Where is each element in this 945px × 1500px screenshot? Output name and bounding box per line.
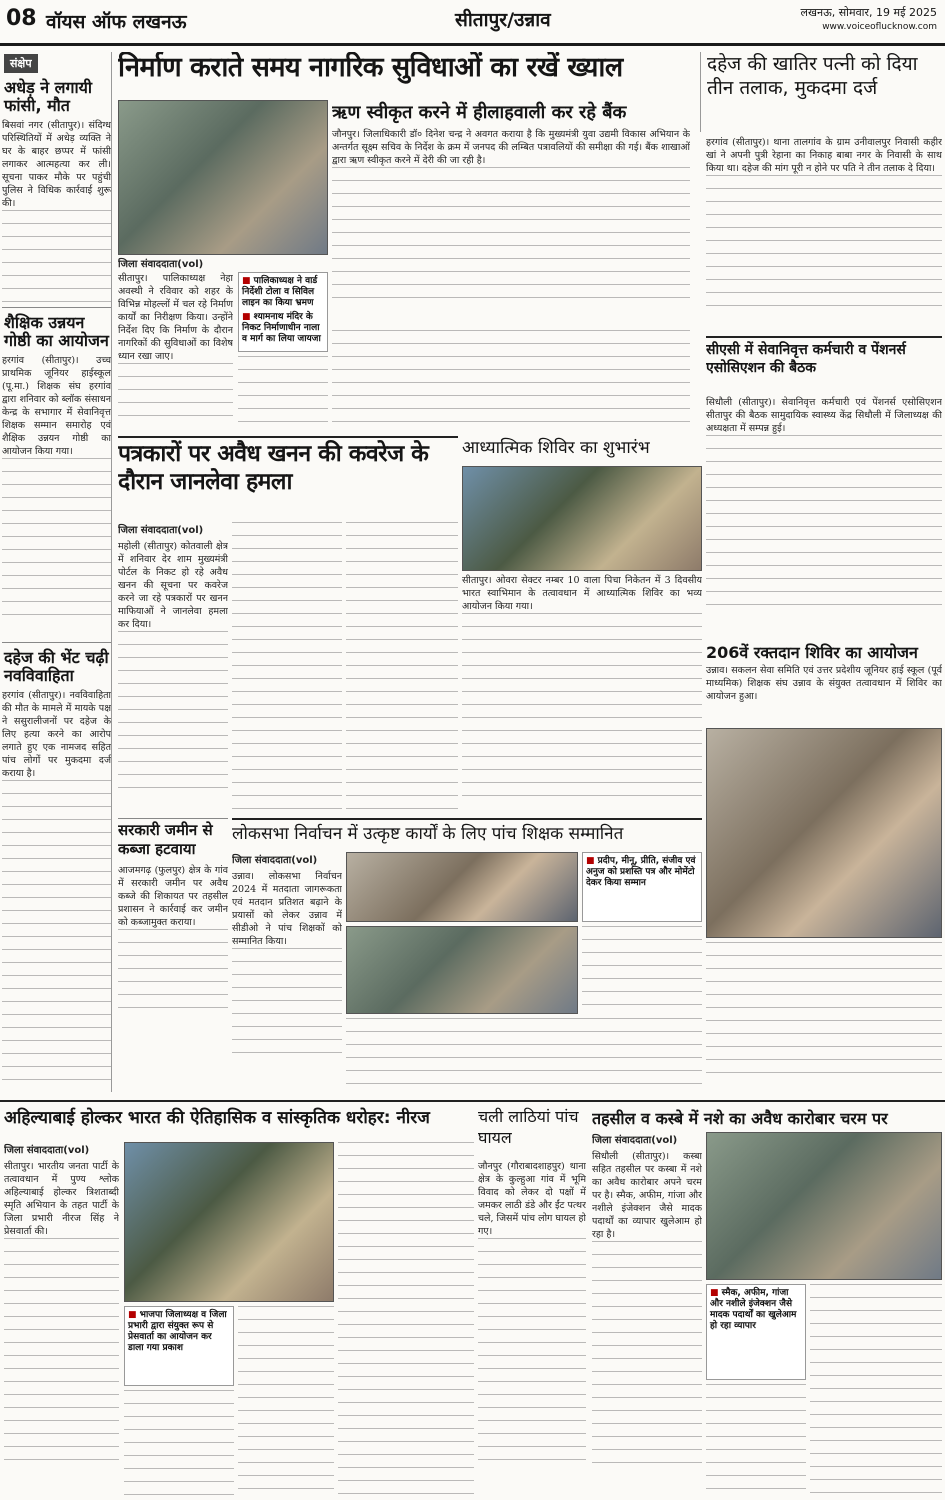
text-filler: [338, 1142, 474, 1496]
bank-headline-box: [332, 100, 690, 124]
drug-body-col2: [706, 1384, 806, 1496]
bank-story-cont: [332, 330, 690, 432]
blood-headline-box: [706, 640, 942, 662]
teacher-points: [582, 852, 702, 922]
blood-camp-headline: 206वें रक्तदान शिविर का आयोजन: [706, 643, 918, 662]
mining-body-col2: [232, 522, 342, 815]
drug-byline: [592, 1132, 702, 1146]
top-story-byline: [118, 256, 328, 270]
teacher-photo-top: [346, 852, 578, 922]
lathi-headline-box: [478, 1106, 586, 1158]
text-filler: [706, 942, 942, 1080]
top-story-body: [118, 272, 233, 432]
teacher-photo-main: [346, 926, 578, 1014]
drug-headline-box: [592, 1106, 942, 1130]
lathi-text: जौनपुर (गौराबादशाहपुर) थाना क्षेत्र के कुल्हुआ गांव में भूमि विवाद को लेकर दो पक्षों में जमकर लाठी डंडे और ईंट पत्थर चले, जिसमें पांच लोग घायल हो गए।: [478, 1161, 586, 1237]
teacher-headline-box: [232, 818, 702, 848]
text-filler: [706, 175, 942, 315]
dowry-body: [706, 136, 942, 331]
teacher-body-cont: [346, 1018, 702, 1096]
lathi-headline: चली लाठियां पांच घायल: [478, 1107, 579, 1147]
brief-body: हरगांव (सीतापुर)। नवविवाहिता की मौत के मामले में मायके पक्ष ने ससुरालीजनों पर दहेज के लिए हत्या करने का आरोप लगाते हुए एक नामजद सहित पांच लोगों पर मुकदमा दर्ज कराया है।: [2, 690, 111, 779]
mining-text: महोली (सीतापुर) कोतवाली क्षेत्र में शनिवार देर शाम मुख्यमंत्री पोर्टल के निकट हो रहे अवैध खनन की सूचना पर कवरेज करने जा रहे पत्रकारों पर खनन माफियाओं ने जानलेवा हमला कर दिया।: [118, 541, 228, 630]
website-link[interactable]: www.voiceoflucknow.com: [822, 22, 937, 32]
text-filler: [478, 1238, 586, 1468]
ahilya-points: [124, 1306, 234, 1386]
photo-point: ■ पालिकाध्यक्ष ने वार्ड निर्देशी टोला व सिविल लाइन का किया भ्रमण: [242, 276, 324, 309]
pension-text: सिधौली (सीतापुर)। सेवानिवृत्त कर्मचारी एवं पेंशनर्स एसोसिएशन सीतापुर की बैठक सामुदायिक स्वास्थ्य केंद्र सिधौली में जिलाध्यक्ष की अध्यक्षता में सम्पन्न हुई।: [706, 397, 942, 434]
section-divider: [0, 1100, 945, 1102]
teacher-body-col1: [232, 870, 342, 1058]
text-filler: [706, 435, 942, 615]
ahilya-byline: [4, 1142, 119, 1156]
mining-headline: पत्रकारों पर अवैध खनन की कवरेज के दौरान जानलेवा हमला: [118, 441, 429, 495]
drug-text: सिधौली (सीतापुर)। कस्बा सहित तहसील पर कस्बा में नशे का अवैध कारोबार अपने चरम पर है। स्मैक, अफीम, गांजा और नशीले इंजेक्शन जैसे मादक पदार्थों का व्यापार खुलेआम हो रहा है।: [592, 1151, 702, 1240]
brief-story: [2, 77, 111, 307]
land-headline: सरकारी जमीन से कब्जा हटवाया: [118, 821, 213, 858]
blood-camp-photo: [706, 728, 942, 938]
byline-text: जिला संवाददाता(vol): [118, 256, 328, 270]
top-story-headline: निर्माण कराते समय नागरिक सुविधाओं का रखें ख्याल: [118, 52, 623, 83]
masthead: [0, 0, 945, 46]
text-filler: [118, 631, 228, 791]
ahilya-body-col2: [124, 1390, 234, 1496]
byline-text: जिला संवाददाता(vol): [232, 852, 342, 866]
mining-byline: [118, 522, 228, 536]
drug-points: [706, 1284, 806, 1380]
brief-headline: शैक्षिक उन्नयन गोष्ठी का आयोजन: [4, 313, 109, 350]
brief-story: [2, 307, 111, 642]
pension-headline: सीएसी में सेवानिवृत्त कर्मचारी व पेंशनर्स एसोसिएशन की बैठक: [706, 342, 906, 376]
text-filler: [232, 948, 342, 1058]
blood-body: [706, 664, 942, 724]
land-headline-box: [118, 818, 228, 862]
issue-date: [801, 6, 937, 34]
text-filler: [582, 926, 702, 1016]
brief-headline: अधेड़ ने लगायी फांसी, मौत: [4, 78, 93, 115]
text-filler: [238, 1306, 334, 1496]
camp-headline: आध्यात्मिक शिविर का शुभारंभ: [462, 438, 650, 458]
text-filler: [592, 1241, 702, 1471]
camp-text: सीतापुर। ओवरा सेक्टर नम्बर 10 वाला पिचा निकेतन में 3 दिवसीय भारत स्वाभिमान के तत्वावधान में आध्यात्मिक शिविर का भव्य आयोजन किया गया।: [462, 575, 702, 612]
text-filler: [332, 330, 690, 432]
byline-text: जिला संवाददाता(vol): [118, 522, 228, 536]
mining-headline-box: [118, 436, 458, 518]
top-story-points: [238, 272, 328, 352]
land-text: आजमगढ़ (फुलपुर) क्षेत्र के गांव में सरकारी जमीन पर अवैध कब्जे की शिकायत पर तहसील प्रशासन ने कार्रवाई कर जमीन को कब्जामुक्त कराया।: [118, 865, 228, 928]
text-filler: [2, 458, 111, 618]
brief-headline: दहेज की भेंट चढ़ी नवविवाहिता: [4, 648, 109, 685]
text-filler: [346, 522, 458, 815]
photo-point: ■ भाजपा जिलाध्यक्ष व जिला प्रभारी द्वारा संयुक्त रूप से प्रेसवार्ता का आयोजन कर डाला गया प्रकाश: [128, 1310, 230, 1354]
ahilya-headline-box: [4, 1106, 474, 1140]
mining-body-col1: [118, 540, 228, 815]
text-filler: [2, 780, 111, 1092]
blood-camp-text: उन्नाव। सकलन सेवा समिति एवं उत्तर प्रदेशीय जूनियर हाई स्कूल (पूर्व माध्यमिक) शिक्षक संघ उन्नाव के संयुक्त तत्वावधान में शिविर का आयोजन हुआ।: [706, 665, 942, 702]
brief-story: [2, 642, 111, 1092]
text-filler: [238, 356, 328, 432]
paper-name: वॉयस ऑफ लखनऊ: [46, 11, 187, 33]
camp-body: [462, 574, 702, 814]
byline-text: जिला संवाददाता(vol): [592, 1132, 702, 1146]
dowry-headline: दहेज की खातिर पत्नी को दिया तीन तलाक, मुकदमा दर्ज: [707, 53, 918, 99]
ahilya-text: सीतापुर। भारतीय जनता पार्टी के तत्वावधान में पुण्य श्लोक अहिल्याबाई होल्कर त्रिशताब्दी स्मृति अभियान के तहत पार्टी के जिला प्रभारी नीरज सिंह ने प्रेसवार्ता की।: [4, 1161, 119, 1237]
drug-headline: तहसील व कस्बे में नशे का अवैध कारोबार चरम पर: [592, 1109, 888, 1128]
text-filler: [706, 1384, 806, 1496]
text-filler: [124, 1390, 234, 1496]
land-body: [118, 864, 228, 1054]
ahilya-body-col3: [238, 1306, 334, 1496]
photo-point: ■ स्मैक, अफीम, गांजा और नशीले इंजेक्शन जैसे मादक पदार्थों का खुलेआम हो रहा व्यापार: [710, 1288, 802, 1332]
text-filler: [2, 210, 111, 307]
text-filler: [4, 1238, 119, 1468]
camp-photo: [462, 466, 702, 571]
ahilya-body-col4: [338, 1142, 474, 1496]
teacher-side-text: [582, 926, 702, 1016]
text-filler: [346, 1018, 702, 1096]
top-story-text: सीतापुर। पालिकाध्यक्ष नेहा अवस्थी ने रविवार को शहर के विभिन्न मोहल्लों में चल रहे निर्माण कार्यों का निरीक्षण किया। उन्होंने निर्देश दिए कि निर्माण के दौरान नागरिकों की सुविधाओं का विशेष ध्यान रखा जाए।: [118, 273, 233, 362]
brief-body: बिसवां नगर (सीतापुर)। संदिग्ध परिस्थितियों में अधेड़ व्यक्ति ने घर के बाहर छप्पर में फांसी लगाकर आत्महत्या कर ली। सूचना पाकर मौके पर पहुंची पुलिस ने विधिक कार्रवाई शुरू की।: [2, 120, 111, 209]
section-title: सीतापुर/उन्नाव: [455, 9, 551, 31]
dowry-headline-box: [700, 52, 943, 132]
lathi-body: [478, 1160, 586, 1496]
ahilya-photo: [124, 1142, 334, 1302]
drug-body-col1: [592, 1150, 702, 1496]
teacher-headline: लोकसभा निर्वाचन में उत्कृष्ट कार्यों के लिए पांच शिक्षक सम्मानित: [232, 824, 624, 844]
page-number: 08: [6, 6, 37, 31]
photo-point: ■ प्रदीप, मीनू, प्रीति, संजीव एवं अनुज को प्रशस्ति पत्र और मोमेंटो देकर किया सम्मान: [586, 856, 698, 889]
text-filler: [810, 1284, 942, 1496]
drug-photo: [706, 1132, 942, 1280]
date-text: लखनऊ, सोमवार, 19 मई 2025: [800, 6, 937, 19]
sidebar-briefs: [2, 52, 112, 1092]
text-filler: [118, 929, 228, 1019]
bank-story-text: जौनपुर। जिलाधिकारी डॉ० दिनेश चन्द्र ने अवगत कराया है कि मुख्यमंत्री युवा उद्यमी विकास अभियान के अन्तर्गत सूक्ष्म सचिव के निर्देश के क्रम में जनपद की लम्बित पत्रावलियों की समीक्षा की गई। बैंक शाखाओं द्वारा ऋण स्वीकृत करने में देरी की जा रही है।: [332, 129, 690, 166]
inspection-photo: [118, 100, 328, 255]
text-filler: [232, 522, 342, 815]
pension-headline-box: [706, 336, 942, 394]
brief-body: हरगांव (सीतापुर)। उच्च प्राथमिक जूनियर हाईस्कूल (पू.मा.) शिक्षक संघ हरगांव द्वारा शनिवार को ब्लॉक संसाधन केन्द्र के सभागार में सेवानिवृत्त शिक्षक सम्मान समारोह एवं शैक्षिक उन्नयन गोष्ठी का आयोजन किया गया।: [2, 355, 111, 457]
dowry-text: हरगांव (सीतापुर)। थाना तालगांव के ग्राम उनीवालपुर निवासी कहीर खां ने अपनी पुत्री रेहाना का निकाह बाबा नगर के निवासी के साथ किया था। दहेज की मांग पूरी न होने पर पति ने तीन तलाक दे दिया।: [706, 137, 942, 174]
bank-story-body: [332, 128, 690, 328]
blood-body-cont: [706, 942, 942, 1080]
text-filler: [332, 167, 690, 307]
mining-body-col3: [346, 522, 458, 815]
pension-body: [706, 396, 942, 636]
sidebar-tag: संक्षेप: [4, 54, 38, 73]
top-story-headline-box: [118, 52, 698, 98]
teacher-byline: [232, 852, 342, 866]
ahilya-headline: अहिल्याबाई होल्कर भारत की ऐतिहासिक व सांस्कृतिक धरोहर: नीरज: [4, 1108, 430, 1128]
top-story-cont: [238, 356, 328, 432]
text-filler: [462, 613, 702, 803]
drug-body-col3: [810, 1284, 942, 1496]
bank-story-headline: ऋण स्वीकृत करने में हीलाहवाली कर रहे बैंक: [332, 102, 627, 123]
camp-headline-box: [462, 436, 702, 464]
text-filler: [118, 363, 233, 423]
byline-text: जिला संवाददाता(vol): [4, 1142, 119, 1156]
teacher-text: उन्नाव। लोकसभा निर्वाचन 2024 में मतदाता जागरूकता एवं मतदान प्रतिशत बढ़ाने के प्रयासों को लेकर उन्नाव में सीडीओ ने पांच शिक्षकों को सम्मानित किया।: [232, 871, 342, 947]
ahilya-body-col1: [4, 1160, 119, 1496]
photo-point: ■ श्यामनाथ मंदिर के निकट निर्माणाधीन नाला व मार्ग का लिया जायजा: [242, 312, 324, 345]
